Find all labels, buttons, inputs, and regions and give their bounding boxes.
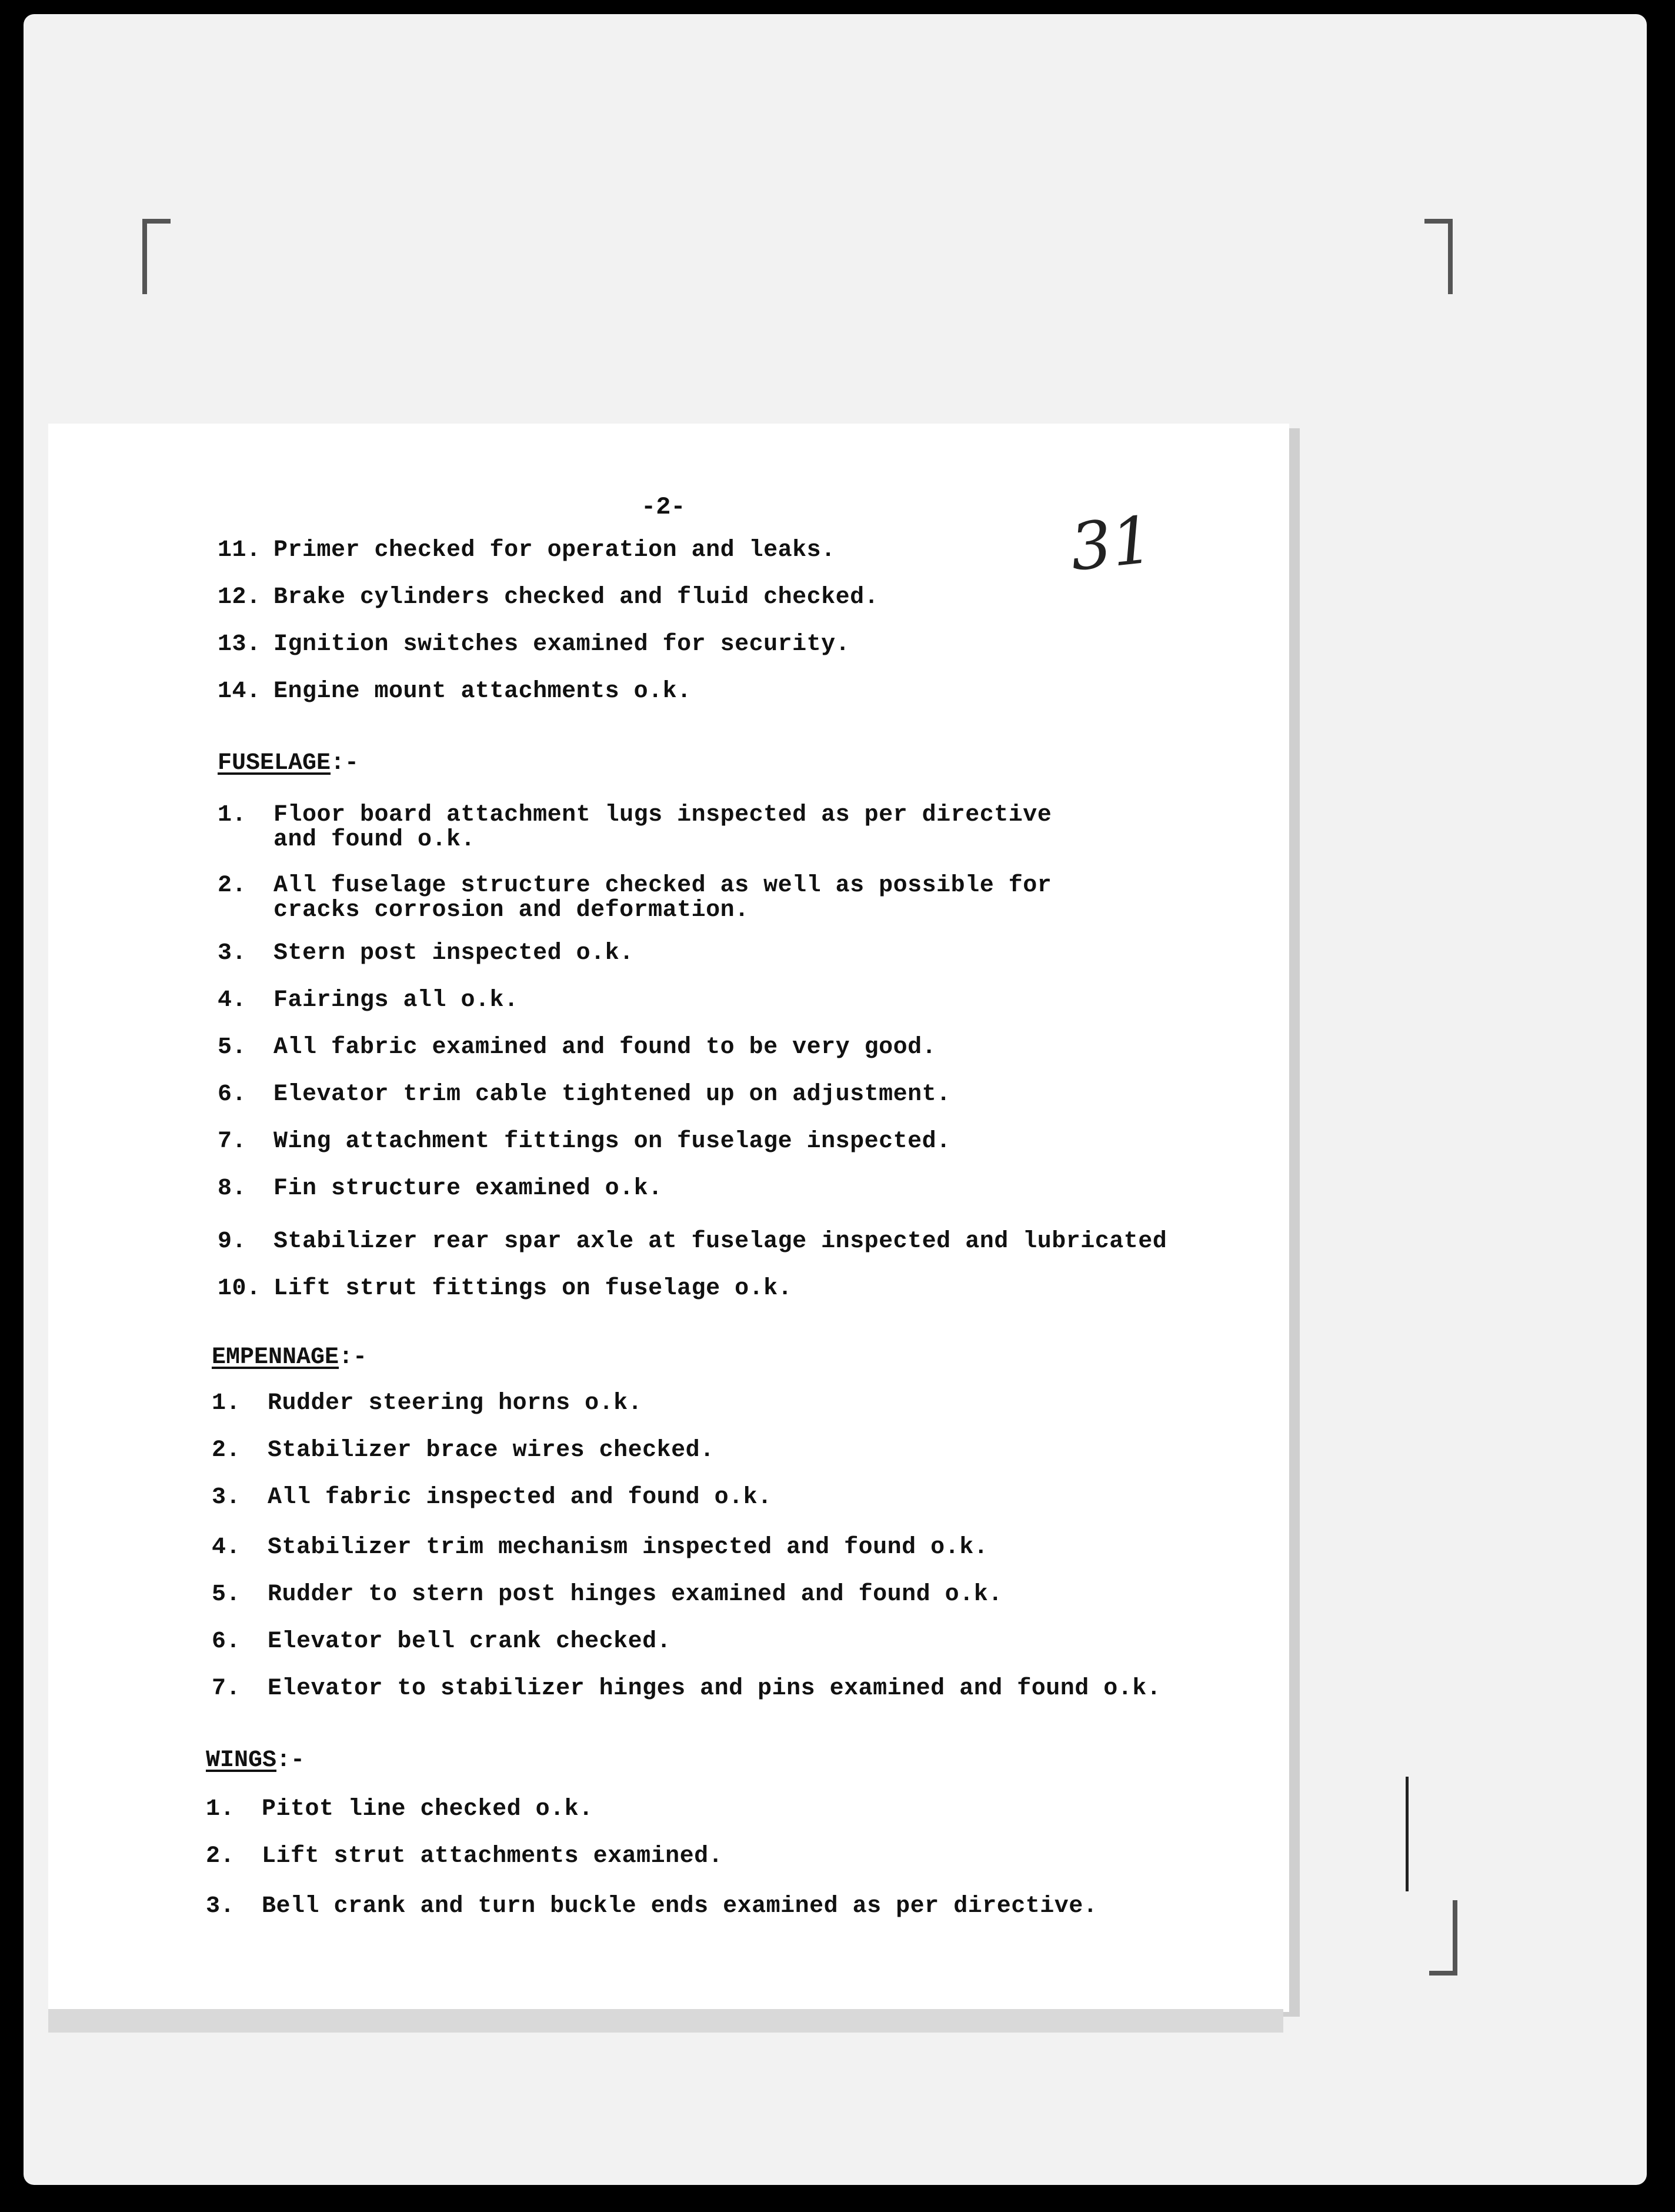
list-item [218, 679, 692, 704]
item-number: 14. [218, 678, 261, 705]
item-text: Floor board attachment lugs inspected as per directive and found o.k. [273, 802, 1052, 853]
item-number: 7. [218, 1128, 247, 1155]
document-page [48, 424, 1289, 2012]
list-item [206, 1844, 723, 1869]
item-text: Rudder steering horns o.k. [268, 1390, 643, 1417]
list-item [212, 1583, 1003, 1607]
item-number: 5. [212, 1581, 241, 1608]
list-item [218, 941, 634, 966]
item-number: 2. [206, 1843, 235, 1870]
item-number: 2. [212, 1437, 241, 1464]
page-shadow [48, 2009, 1283, 2033]
list-item [218, 538, 836, 563]
item-text: Wing attachment fittings on fuselage inspected. [273, 1128, 951, 1155]
list-item [212, 1535, 988, 1560]
item-number: 10. [218, 1275, 261, 1302]
item-text: Pitot line checked o.k. [262, 1796, 593, 1823]
crop-mark-bottom-right [1429, 1900, 1457, 1976]
item-number: 1. [212, 1390, 241, 1417]
list-item [218, 1230, 1167, 1254]
item-text: Stern post inspected o.k. [273, 940, 634, 967]
item-text: Elevator bell crank checked. [268, 1628, 672, 1655]
heading-suffix: :- [339, 1344, 368, 1371]
item-number: 8. [218, 1175, 247, 1202]
list-item [212, 1438, 715, 1463]
stray-mark [1406, 1777, 1409, 1891]
heading-suffix: :- [331, 750, 359, 777]
item-text: Engine mount attachments o.k. [273, 678, 692, 705]
item-text: Brake cylinders checked and fluid checked. [273, 584, 879, 611]
heading-title: EMPENNAGE [212, 1344, 339, 1371]
list-item [218, 1130, 951, 1154]
item-number: 13. [218, 631, 261, 658]
section-heading-fuselage [218, 750, 359, 777]
item-number: 3. [206, 1893, 235, 1920]
item-text: Fin structure examined o.k. [273, 1175, 663, 1202]
list-item [212, 1391, 642, 1416]
list-item [218, 1177, 663, 1201]
list-item [218, 585, 879, 610]
list-item [218, 1035, 936, 1060]
item-text: Stabilizer rear spar axle at fuselage inspected and lubricated [273, 1228, 1167, 1255]
section-heading-wings [206, 1747, 305, 1774]
item-number: 3. [212, 1484, 241, 1511]
item-text: All fabric examined and found to be very good. [273, 1034, 937, 1061]
item-number: 6. [218, 1081, 247, 1108]
item-number: 4. [218, 987, 247, 1014]
item-text: Lift strut attachments examined. [262, 1843, 723, 1870]
list-item [206, 1797, 593, 1822]
item-number: 6. [212, 1628, 241, 1655]
item-number: 1. [206, 1796, 235, 1823]
item-text: All fabric inspected and found o.k. [268, 1484, 772, 1511]
crop-mark-top-right [1424, 219, 1453, 294]
item-number: 2. [218, 872, 247, 899]
heading-title: WINGS [206, 1747, 277, 1774]
list-item [206, 1894, 1097, 1919]
list-item [212, 1677, 1161, 1701]
item-text: Primer checked for operation and leaks. [273, 537, 836, 564]
list-item [218, 632, 850, 657]
item-number: 11. [218, 537, 261, 564]
item-text: Lift strut fittings on fuselage o.k. [273, 1275, 793, 1302]
item-text: Stabilizer brace wires checked. [268, 1437, 715, 1464]
list-item [212, 1485, 772, 1510]
item-number: 5. [218, 1034, 247, 1061]
heading-suffix: :- [276, 1747, 305, 1774]
list-item [218, 874, 1052, 923]
handwritten-note: 31 [1066, 502, 1157, 585]
list-item [218, 1277, 792, 1301]
section-heading-empennage [212, 1344, 367, 1371]
item-text: All fuselage structure checked as well as possible for cracks corrosion and deformation. [273, 872, 1052, 924]
list-item [218, 1082, 951, 1107]
crop-mark-top-left [142, 219, 171, 294]
item-text: Fairings all o.k. [273, 987, 519, 1014]
item-number: 3. [218, 940, 247, 967]
list-item [212, 1630, 671, 1654]
item-text: Elevator trim cable tightened up on adjustment. [273, 1081, 951, 1108]
item-number: 1. [218, 802, 247, 828]
item-text: Stabilizer trim mechanism inspected and found o.k. [268, 1534, 989, 1561]
item-text: Rudder to stern post hinges examined and found o.k. [268, 1581, 1003, 1608]
item-text: Ignition switches examined for security. [273, 631, 850, 658]
item-number: 9. [218, 1228, 247, 1255]
page-number: -2- [641, 493, 686, 521]
item-number: 7. [212, 1675, 241, 1702]
list-item [218, 803, 1052, 852]
item-text: Elevator to stabilizer hinges and pins examined and found o.k. [268, 1675, 1162, 1702]
item-number: 4. [212, 1534, 241, 1561]
heading-title: FUSELAGE [218, 750, 331, 777]
list-item [218, 988, 519, 1013]
item-text: Bell crank and turn buckle ends examined as per directive. [262, 1893, 1098, 1920]
item-number: 12. [218, 584, 261, 611]
